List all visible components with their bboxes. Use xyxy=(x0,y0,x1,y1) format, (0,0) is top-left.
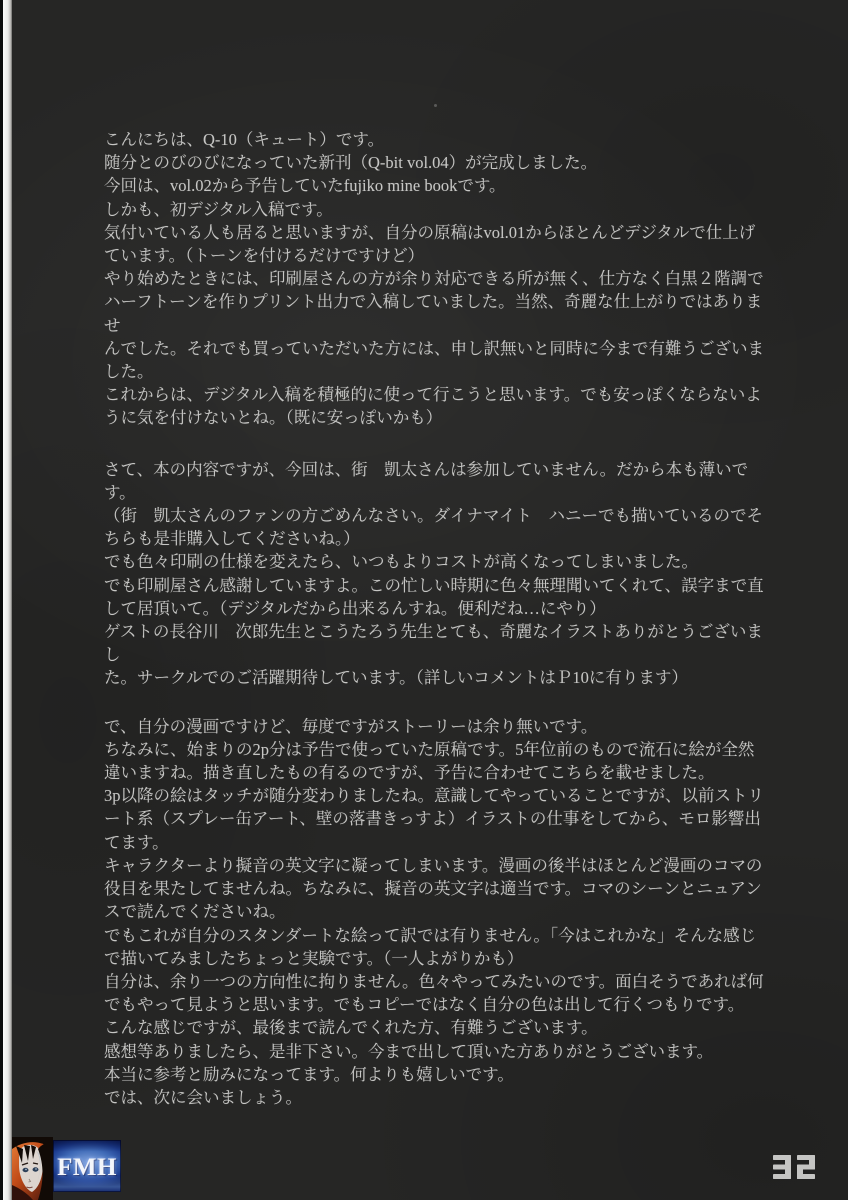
afterword-text xyxy=(104,128,776,1109)
page-number xyxy=(773,1155,815,1179)
afterword-paragraph-1: こんにちは、Q-10（キュート）です。 随分とのびのびになっていた新刊（Q-bit vol.04）が完成しました。 今回は、vol.02から予告していたfujiko mine bookです。 しかも、初デジタル入稿です。 気付いている人も居ると思いますが、自分の原稿はvol.01からほとんどデジタルで仕上げ ています。（トーンを付けるだけですけど） やり始めたときには、印刷屋さんの方が余り対応できる所が無く、仕方なく白黒２階調で ハーフトーンを作りプリント出力で入稿していました。当然、奇麗な仕上がりではありませ んでした。それでも買っていただいた方には、申し訳無いと同時に今まで有難うございま した。 これからは、デジタル入稿を積極的に使って行こうと思います。でも安っぽくならないよ うに気を付けないとね。（既に安っぽいかも） xyxy=(104,130,764,428)
scan-edge-white-strip xyxy=(3,0,12,1200)
fmh-logo-text: FMH xyxy=(57,1154,117,1181)
scan-noise-speck xyxy=(434,104,437,107)
afterword-paragraph-2: さて、本の内容ですが、今回は、街 凱太さんは参加していません。だから本も薄いです。 （街 凱太さんのファンの方ごめんなさい。ダイナマイト ハニーでも描いているのでそ ちらも是非購入してくださいね。） でも色々印刷の仕様を変えたら、いつもよりコストが高くなってしまいました。 でも印刷屋さん感謝していますよ。この忙しい時期に色々無理聞いてくれて、誤字まで直 して居頂いて。（デジタルだから出来るんすね。便利だね…にやり） ゲストの長谷川 次郎先生とこうたろう先生とても、奇麗なイラストありがとうございまし た。サークルでのご活躍期待しています。（詳しいコメントはＰ10に有ります） xyxy=(104,459,764,688)
fmh-logo xyxy=(53,1140,121,1192)
afterword-paragraph-3: で、自分の漫画ですけど、毎度ですがストーリーは余り無いです。 ちなみに、始まりの2p分は予告で使っていた原稿です。5年位前のもので流石に絵が全然 違いますね。描き直したもの有るのですが、予告に合わせてこちらを載せました。 3p以降の絵はタッチが随分変わりましたね。意識してやっていることですが、以前ストリ ート系（スプレー缶アート、壁の落書きっすよ）イラストの仕事をしてから、モロ影響出 てます。 キャラクターより擬音の英文字に凝ってしまいます。漫画の後半はほとんど漫画のコマの 役目を果たしてませんね。ちなみに、擬音の英文字は適当です。コマのシーンとニュアン スで読んでくださいね。 でもこれが自分のスタンダートな絵って訳では有りません。「今はこれかな」そんな感じ で描いてみましたちょっと実験です。（一人よがりかも） 自分は、余り一つの方向性に拘りません。色々やってみたいのです。面白そうであれば何 でもやって見ようと思います。でもコピーではなく自分の色は出して行くつもりです。 こんな感じですが、最後まで読んでくれた方、有難うございます。 感想等ありましたら、是非下さい。今まで出して頂いた方ありがとうございます。 本当に参考と励みになってます。何よりも嬉しいです。 では、次に会いましょう。 xyxy=(104,716,764,1107)
character-portrait-image xyxy=(12,1137,53,1200)
